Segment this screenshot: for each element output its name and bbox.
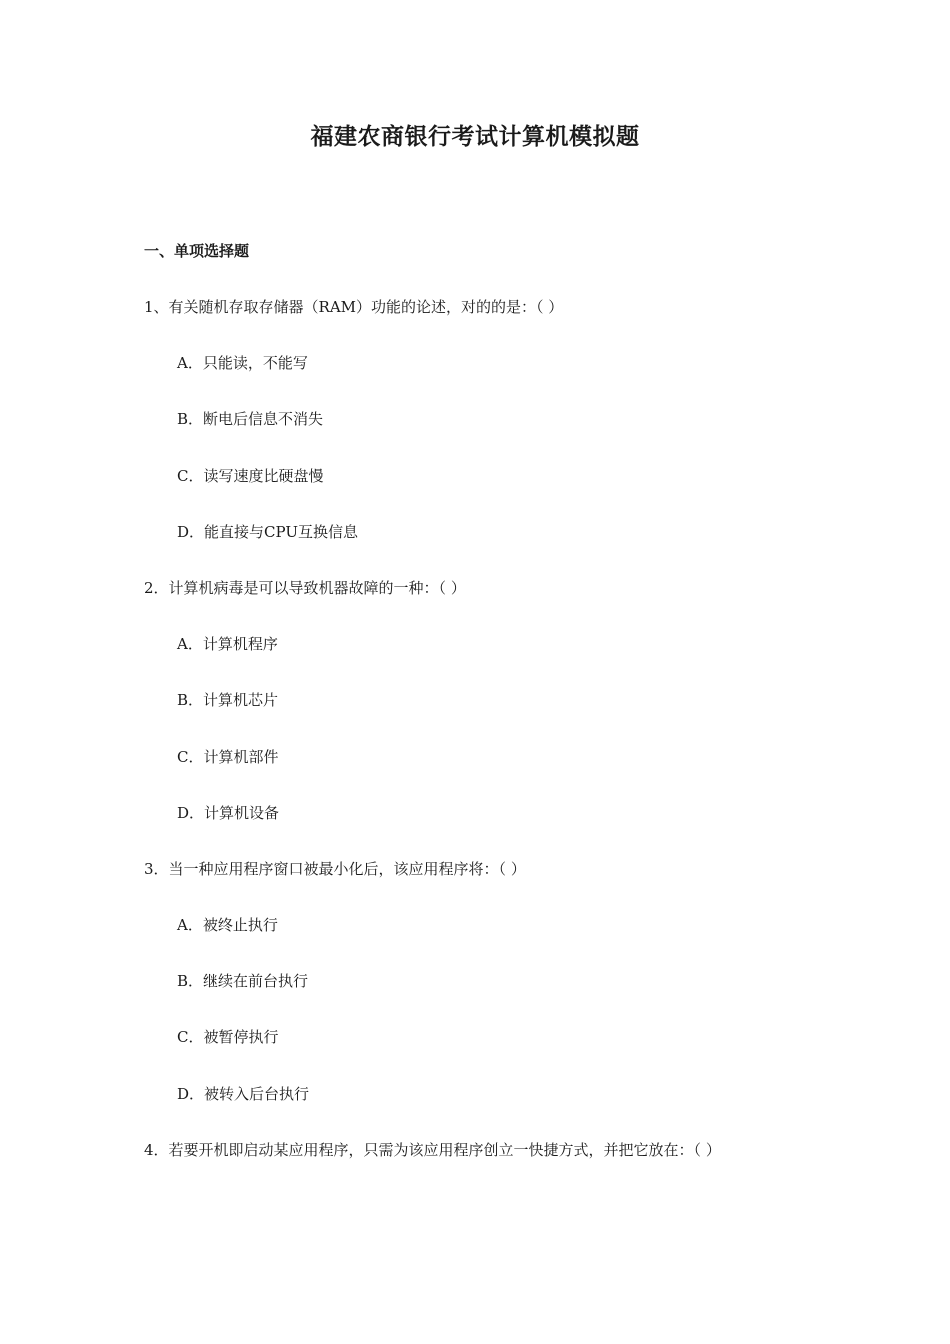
question-1 <box>144 296 824 543</box>
option-a: A．被终止执行 <box>177 916 278 935</box>
option-a: A．只能读，不能写 <box>177 354 308 373</box>
option-d: D．计算机设备 <box>177 803 280 822</box>
option-d: D．被转入后台执行 <box>177 1084 310 1103</box>
question-3 <box>144 858 824 1105</box>
option-b: B．计算机芯片 <box>177 691 279 710</box>
option-c: C．读写速度比硬盘慢 <box>177 466 324 485</box>
document-title: 福建农商银行考试计算机模拟题 <box>310 124 640 150</box>
question-list <box>144 296 824 1195</box>
option-a: A．计算机程序 <box>177 635 278 654</box>
question-text: 3．当一种应用程序窗口被最小化后，该应用程序将：（ ） <box>144 859 526 878</box>
option-c: C．计算机部件 <box>177 747 279 766</box>
question-text: 4．若要开机即启动某应用程序，只需为该应用程序创立一快捷方式，并把它放在：（ ） <box>144 1140 721 1159</box>
option-b: B．断电后信息不消失 <box>177 410 324 429</box>
option-c: C．被暂停执行 <box>177 1028 279 1047</box>
option-d: D．能直接与CPU互换信息 <box>177 522 358 541</box>
question-4 <box>144 1139 824 1161</box>
question-text: 2．计算机病毒是可以导致机器故障的一种：（ ） <box>144 578 466 597</box>
question-2 <box>144 577 824 824</box>
section-heading: 一、单项选择题 <box>144 242 250 260</box>
question-text: 1、有关随机存取存储器（RAM）功能的论述，对的的是：（ ） <box>144 298 564 316</box>
option-b: B．继续在前台执行 <box>177 972 309 991</box>
